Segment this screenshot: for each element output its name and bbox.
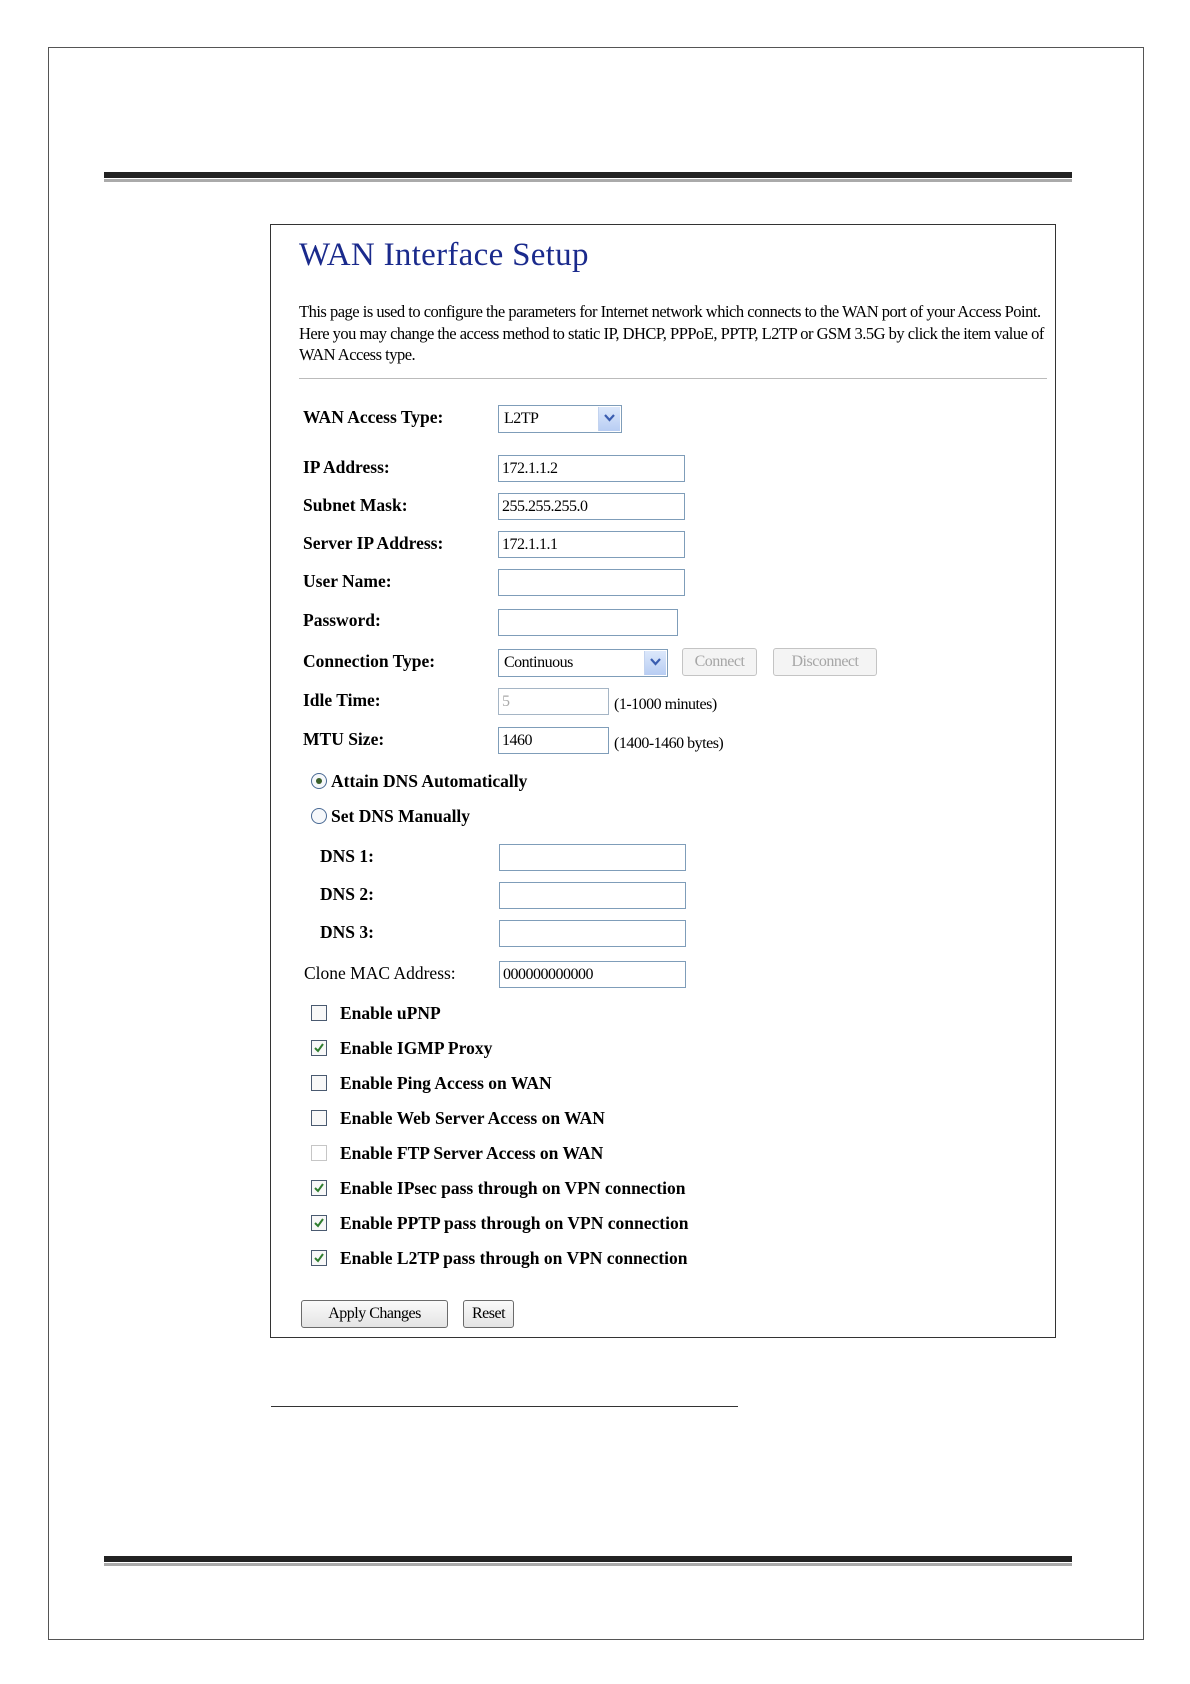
user-name-input[interactable] bbox=[498, 569, 685, 596]
enable-ping-wan-checkbox[interactable] bbox=[311, 1075, 327, 1091]
enable-igmp-proxy-checkbox[interactable] bbox=[311, 1040, 327, 1056]
wan-access-type-label: WAN Access Type: bbox=[303, 407, 444, 427]
connect-button[interactable]: Connect bbox=[682, 648, 757, 676]
wan-setup-panel bbox=[270, 224, 1056, 1338]
idle-time-hint: (1-1000 minutes) bbox=[614, 696, 717, 713]
enable-ping-wan-label: Enable Ping Access on WAN bbox=[340, 1073, 552, 1093]
dns-auto-radio[interactable] bbox=[311, 773, 327, 789]
check-icon bbox=[313, 1217, 325, 1229]
footnote-rule bbox=[271, 1406, 738, 1407]
disconnect-button[interactable]: Disconnect bbox=[773, 648, 877, 676]
header-rule bbox=[104, 172, 1072, 178]
page-description: This page is used to configure the parameters for Internet network which connects to the WAN port of your Access Point. Here you may change the access method to static IP, DHCP, PPPoE, PPTP, L2TP or GSM 3.5G by click the item value of WAN Access type. bbox=[299, 302, 1044, 364]
dns2-input[interactable] bbox=[499, 882, 686, 909]
check-icon bbox=[313, 1042, 325, 1054]
mtu-size-input[interactable]: 1460 bbox=[498, 727, 609, 754]
enable-web-server-wan-label: Enable Web Server Access on WAN bbox=[340, 1108, 605, 1128]
radio-selected-dot bbox=[316, 778, 322, 784]
password-input[interactable] bbox=[498, 609, 678, 636]
enable-ipsec-passthrough-label: Enable IPsec pass through on VPN connection bbox=[340, 1178, 686, 1198]
password-label: Password: bbox=[303, 610, 381, 630]
idle-time-input[interactable]: 5 bbox=[498, 688, 609, 715]
apply-changes-button[interactable]: Apply Changes bbox=[301, 1300, 448, 1328]
server-ip-label: Server IP Address: bbox=[303, 533, 444, 553]
enable-web-server-wan-checkbox[interactable] bbox=[311, 1110, 327, 1126]
reset-button[interactable]: Reset bbox=[463, 1300, 514, 1328]
footer-rule bbox=[104, 1556, 1072, 1562]
dns3-label: DNS 3: bbox=[320, 922, 374, 942]
wan-access-type-select[interactable] bbox=[498, 405, 622, 433]
header-rule-shadow bbox=[104, 179, 1072, 182]
user-name-label: User Name: bbox=[303, 571, 392, 591]
idle-time-label: Idle Time: bbox=[303, 690, 381, 710]
footer-rule-shadow bbox=[104, 1563, 1072, 1566]
mtu-size-label: MTU Size: bbox=[303, 729, 385, 749]
dns2-label: DNS 2: bbox=[320, 884, 374, 904]
wan-access-type-value: L2TP bbox=[504, 410, 539, 427]
enable-ipsec-passthrough-checkbox[interactable] bbox=[311, 1180, 327, 1196]
check-icon bbox=[313, 1182, 325, 1194]
dns1-label: DNS 1: bbox=[320, 846, 374, 866]
enable-upnp-label: Enable uPNP bbox=[340, 1003, 441, 1023]
subnet-mask-label: Subnet Mask: bbox=[303, 495, 408, 515]
clone-mac-label: Clone MAC Address: bbox=[304, 963, 456, 983]
enable-pptp-passthrough-label: Enable PPTP pass through on VPN connection bbox=[340, 1213, 689, 1233]
enable-l2tp-passthrough-checkbox[interactable] bbox=[311, 1250, 327, 1266]
connection-type-label: Connection Type: bbox=[303, 651, 436, 671]
enable-ftp-server-wan-label: Enable FTP Server Access on WAN bbox=[340, 1143, 604, 1163]
ip-address-label: IP Address: bbox=[303, 457, 390, 477]
enable-pptp-passthrough-checkbox[interactable] bbox=[311, 1215, 327, 1231]
check-icon bbox=[313, 1252, 325, 1264]
dns1-input[interactable] bbox=[499, 844, 686, 871]
dns-manual-radio[interactable] bbox=[311, 808, 327, 824]
connection-type-value: Continuous bbox=[504, 654, 573, 671]
mtu-size-hint: (1400-1460 bytes) bbox=[614, 735, 724, 752]
enable-l2tp-passthrough-label: Enable L2TP pass through on VPN connection bbox=[340, 1248, 688, 1268]
server-ip-input[interactable]: 172.1.1.1 bbox=[498, 531, 685, 558]
enable-igmp-proxy-label: Enable IGMP Proxy bbox=[340, 1038, 493, 1058]
chevron-down-icon[interactable] bbox=[644, 651, 666, 675]
clone-mac-input[interactable]: 000000000000 bbox=[499, 961, 686, 988]
dns-auto-label: Attain DNS Automatically bbox=[331, 771, 528, 791]
connection-type-select[interactable] bbox=[498, 649, 668, 677]
divider bbox=[299, 378, 1047, 379]
page-title: WAN Interface Setup bbox=[299, 237, 589, 273]
ip-address-input[interactable]: 172.1.1.2 bbox=[498, 455, 685, 482]
dns3-input[interactable] bbox=[499, 920, 686, 947]
dns-manual-label: Set DNS Manually bbox=[331, 806, 471, 826]
enable-upnp-checkbox[interactable] bbox=[311, 1005, 327, 1021]
enable-ftp-server-wan-checkbox[interactable] bbox=[311, 1145, 327, 1161]
chevron-down-icon[interactable] bbox=[598, 407, 620, 431]
subnet-mask-input[interactable]: 255.255.255.0 bbox=[498, 493, 685, 520]
